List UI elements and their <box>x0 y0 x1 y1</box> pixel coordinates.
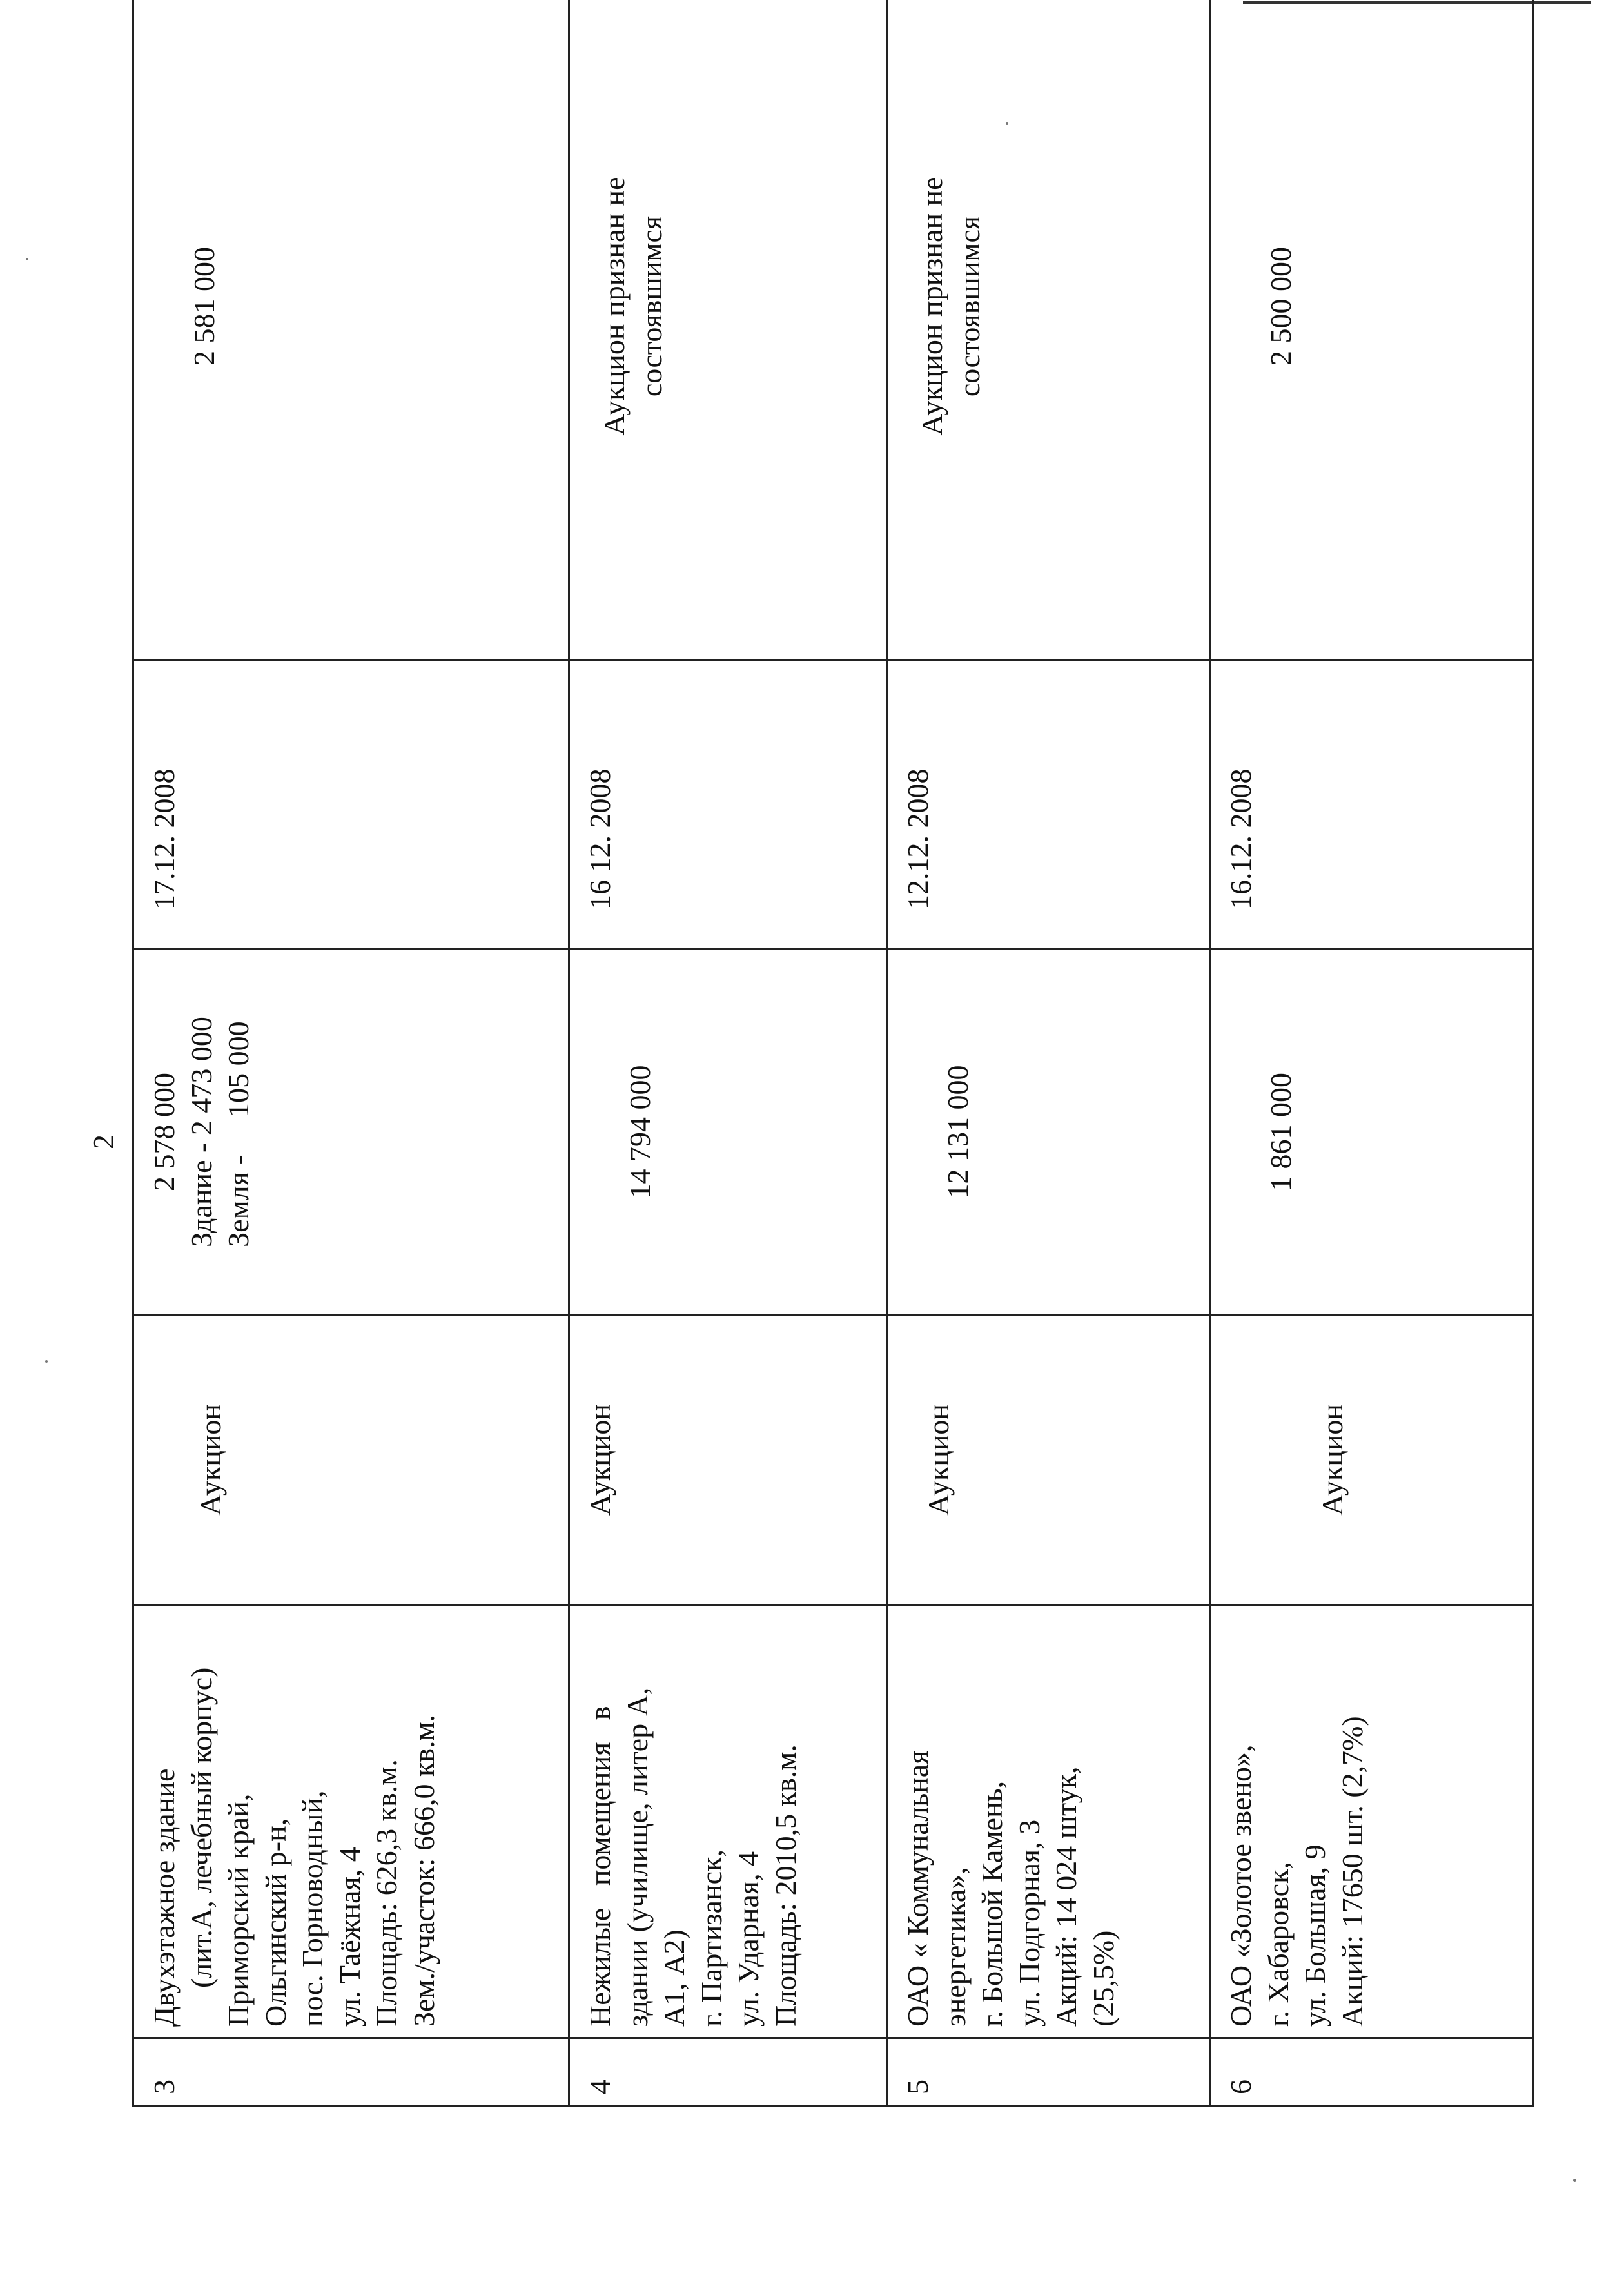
sale-result-cell <box>569 0 887 660</box>
object-line: Площадь: 626,3 кв.м. <box>370 1759 403 2027</box>
sale-method: Аукцион <box>922 1403 955 1516</box>
sale-result-cell <box>1210 0 1533 660</box>
auction-date: 16.12. 2008 <box>1224 768 1257 910</box>
object-line: Приморский край, <box>222 1793 255 2027</box>
auction-date-cell <box>1210 660 1533 950</box>
sale-result: 2 581 000 <box>188 247 220 366</box>
start-price-cell <box>133 950 569 1315</box>
start-price-land: Земля - 105 000 <box>222 1021 255 1247</box>
object-line: Двухэтажное здание <box>148 1768 181 2027</box>
object-line: ОАО « Коммунальная <box>901 1750 934 2027</box>
object-line: г. Большой Камень, <box>975 1780 1008 2027</box>
sale-result-cell <box>133 0 569 660</box>
page-number: 2 <box>87 1135 120 1149</box>
start-price-total: 14 794 000 <box>623 1065 656 1199</box>
object-line: Ольгинский р-н, <box>259 1818 292 2027</box>
auction-date: 17.12. 2008 <box>148 768 181 910</box>
start-price-cell <box>569 950 887 1315</box>
object-line: Нежилые помещения в <box>583 1706 616 2027</box>
object-line: пос. Горноводный, <box>296 1790 329 2027</box>
auction-date-cell <box>887 660 1210 950</box>
sale-result: Аукцион признан не состоявшимся <box>598 177 668 436</box>
object-line: А1, А2) <box>658 1929 690 2027</box>
object-line: ул. Подгорная, 3 <box>1012 1819 1046 2027</box>
start-price-cell <box>1210 950 1533 1315</box>
object-description-cell <box>887 1605 1210 2038</box>
auction-results-table <box>132 0 1534 2107</box>
sale-method: Аукцион <box>583 1403 616 1516</box>
table-row <box>887 0 1210 2106</box>
sale-method-cell <box>887 1315 1210 1605</box>
object-description-cell <box>569 1605 887 2038</box>
start-price-total: 12 131 000 <box>941 1065 974 1199</box>
start-price-cell <box>887 950 1210 1315</box>
sale-result: Аукцион признан не состоявшимся <box>915 177 986 436</box>
table-row <box>133 0 569 2106</box>
start-price-total: 2 578 000 <box>148 1073 181 1192</box>
object-description-cell <box>1210 1605 1533 2038</box>
auction-date-cell <box>569 660 887 950</box>
auction-date: 12.12. 2008 <box>901 768 934 910</box>
object-line: ОАО «Золотое звено», <box>1224 1744 1257 2027</box>
row-number-cell: 6 <box>1210 2038 1533 2106</box>
auction-date-cell <box>133 660 569 950</box>
object-line: Площадь: 2010,5 кв.м. <box>768 1744 802 2027</box>
object-line: (25,5%) <box>1086 1930 1120 2027</box>
object-line: ул. Таёжная, 4 <box>333 1847 366 2027</box>
sale-result: 2 500 000 <box>1264 247 1297 366</box>
object-line: Зем./участок: 666,0 кв.м. <box>407 1714 440 2027</box>
sale-method-cell <box>1210 1315 1533 1605</box>
object-line: Акций: 14 024 штук, <box>1050 1766 1082 2027</box>
object-line: энергетика», <box>938 1867 972 2027</box>
sale-method: Аукцион <box>1316 1403 1349 1516</box>
object-line: г. Хабаровск, <box>1261 1862 1295 2027</box>
row-number-cell: 3 <box>133 2038 569 2106</box>
object-line: г. Партизанск, <box>694 1849 728 2027</box>
object-line: (лит.А, лечебный корпус) <box>184 1667 218 1988</box>
object-line: ул. Ударная, 4 <box>732 1851 765 2027</box>
sale-result-cell <box>887 0 1210 660</box>
object-line: Акций: 17650 шт. (2,7%) <box>1335 1716 1369 2027</box>
row-number-cell: 5 <box>887 2038 1210 2106</box>
start-price-total: 1 861 000 <box>1264 1073 1297 1191</box>
sale-method-cell <box>133 1315 569 1605</box>
sale-method-cell <box>569 1315 887 1605</box>
object-description-cell <box>133 1605 569 2038</box>
table-row <box>1210 0 1533 2106</box>
start-price-building: Здание - 2 473 000 <box>184 1017 218 1247</box>
sale-method: Аукцион <box>194 1403 227 1516</box>
table-row <box>569 0 887 2106</box>
object-line: ул. Большая, 9 <box>1298 1844 1331 2027</box>
auction-date: 16 12. 2008 <box>583 768 616 910</box>
row-number-cell: 4 <box>569 2038 887 2106</box>
object-line: здании (училище, литер А, <box>620 1687 654 2027</box>
